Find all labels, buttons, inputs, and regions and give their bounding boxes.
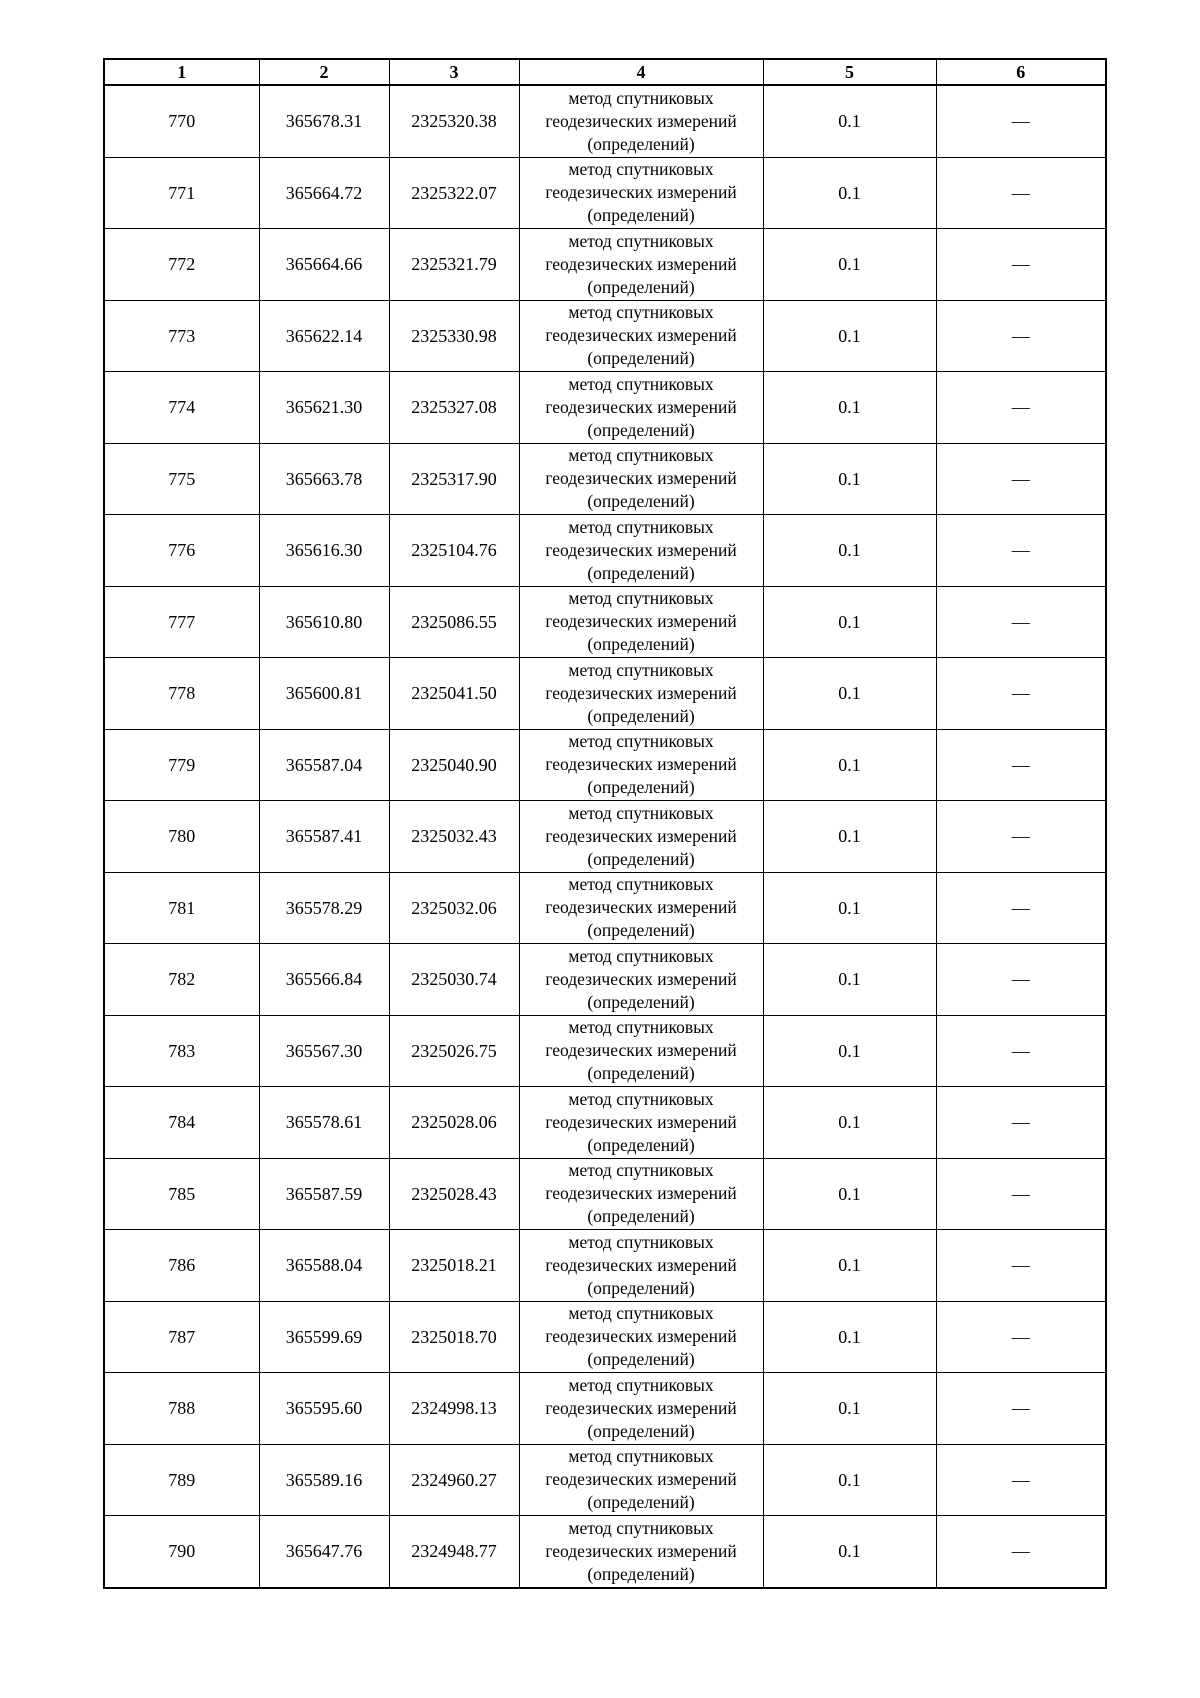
method-line: (определений) — [587, 1277, 695, 1298]
accuracy-cell: 0.1 — [763, 229, 936, 301]
method-line: (определений) — [587, 419, 695, 440]
note-cell: — — [936, 515, 1106, 587]
method-line: (определений) — [587, 1563, 695, 1584]
method-cell — [519, 1158, 763, 1230]
method-line: метод спутниковых — [568, 1231, 714, 1252]
method-cell — [519, 872, 763, 944]
method-line: (определений) — [587, 1492, 695, 1513]
point-number-cell: 778 — [104, 658, 259, 730]
x-coordinate-cell: 365587.41 — [259, 801, 389, 873]
method-line: (определений) — [587, 705, 695, 726]
note-cell: — — [936, 1301, 1106, 1373]
accuracy-cell: 0.1 — [763, 1015, 936, 1087]
accuracy-cell: 0.1 — [763, 1373, 936, 1445]
x-coordinate-cell: 365647.76 — [259, 1516, 389, 1588]
method-line: метод спутниковых — [568, 1303, 714, 1324]
x-coordinate-cell: 365621.30 — [259, 372, 389, 444]
point-number-cell: 771 — [104, 157, 259, 229]
method-cell — [519, 515, 763, 587]
method-cell — [519, 944, 763, 1016]
method-line: геодезических измерений — [545, 825, 737, 846]
x-coordinate-cell: 365678.31 — [259, 85, 389, 157]
method-line: геодезических измерений — [545, 1469, 737, 1490]
point-number-cell: 784 — [104, 1087, 259, 1159]
method-line: метод спутниковых — [568, 588, 714, 609]
method-line: метод спутниковых — [568, 445, 714, 466]
y-coordinate-cell: 2325327.08 — [389, 372, 519, 444]
method-line: метод спутниковых — [568, 1517, 714, 1538]
note-cell: — — [936, 1444, 1106, 1516]
method-line: метод спутниковых — [568, 373, 714, 394]
method-cell — [519, 1087, 763, 1159]
method-cell — [519, 586, 763, 658]
method-line: (определений) — [587, 276, 695, 297]
table-row — [104, 515, 1106, 587]
method-line: метод спутниковых — [568, 731, 714, 752]
method-line: (определений) — [587, 562, 695, 583]
x-coordinate-cell: 365589.16 — [259, 1444, 389, 1516]
method-line: метод спутниковых — [568, 87, 714, 108]
method-line: (определений) — [587, 205, 695, 226]
method-line: геодезических измерений — [545, 110, 737, 131]
accuracy-cell: 0.1 — [763, 1444, 936, 1516]
note-cell: — — [936, 229, 1106, 301]
method-line: (определений) — [587, 1134, 695, 1155]
accuracy-cell: 0.1 — [763, 1516, 936, 1588]
accuracy-cell: 0.1 — [763, 443, 936, 515]
y-coordinate-cell: 2325026.75 — [389, 1015, 519, 1087]
note-cell: — — [936, 1015, 1106, 1087]
point-number-cell: 773 — [104, 300, 259, 372]
method-line: геодезических измерений — [545, 468, 737, 489]
y-coordinate-cell: 2325330.98 — [389, 300, 519, 372]
point-number-cell: 779 — [104, 729, 259, 801]
accuracy-cell: 0.1 — [763, 801, 936, 873]
method-line: (определений) — [587, 634, 695, 655]
point-number-cell: 789 — [104, 1444, 259, 1516]
method-cell — [519, 658, 763, 730]
accuracy-cell: 0.1 — [763, 85, 936, 157]
point-number-cell: 777 — [104, 586, 259, 658]
point-number-cell: 787 — [104, 1301, 259, 1373]
table-body — [104, 85, 1106, 1588]
y-coordinate-cell: 2325028.06 — [389, 1087, 519, 1159]
x-coordinate-cell: 365664.72 — [259, 157, 389, 229]
y-coordinate-cell: 2325032.43 — [389, 801, 519, 873]
point-number-cell: 775 — [104, 443, 259, 515]
method-cell — [519, 801, 763, 873]
y-coordinate-cell: 2325104.76 — [389, 515, 519, 587]
accuracy-cell: 0.1 — [763, 944, 936, 1016]
method-line: геодезических измерений — [545, 1540, 737, 1561]
accuracy-cell: 0.1 — [763, 1158, 936, 1230]
method-line: геодезических измерений — [545, 539, 737, 560]
table-row — [104, 1444, 1106, 1516]
method-cell — [519, 1015, 763, 1087]
x-coordinate-cell: 365663.78 — [259, 443, 389, 515]
note-cell: — — [936, 85, 1106, 157]
table-header — [104, 59, 1106, 85]
table-row — [104, 157, 1106, 229]
method-line: (определений) — [587, 1063, 695, 1084]
point-number-cell: 785 — [104, 1158, 259, 1230]
point-number-cell: 772 — [104, 229, 259, 301]
point-number-cell: 776 — [104, 515, 259, 587]
method-cell — [519, 443, 763, 515]
point-number-cell: 781 — [104, 872, 259, 944]
x-coordinate-cell: 365587.59 — [259, 1158, 389, 1230]
method-line: (определений) — [587, 1206, 695, 1227]
accuracy-cell: 0.1 — [763, 658, 936, 730]
method-line: метод спутниковых — [568, 230, 714, 251]
method-cell — [519, 1444, 763, 1516]
point-number-cell: 770 — [104, 85, 259, 157]
accuracy-cell: 0.1 — [763, 1230, 936, 1302]
y-coordinate-cell: 2325041.50 — [389, 658, 519, 730]
method-line: (определений) — [587, 133, 695, 154]
method-line: (определений) — [587, 991, 695, 1012]
method-line: метод спутниковых — [568, 516, 714, 537]
method-line: геодезических измерений — [545, 754, 737, 775]
column-header-6: 6 — [936, 59, 1106, 85]
y-coordinate-cell: 2325030.74 — [389, 944, 519, 1016]
x-coordinate-cell: 365566.84 — [259, 944, 389, 1016]
method-line: (определений) — [587, 1349, 695, 1370]
x-coordinate-cell: 365600.81 — [259, 658, 389, 730]
note-cell: — — [936, 372, 1106, 444]
note-cell: — — [936, 1230, 1106, 1302]
note-cell: — — [936, 586, 1106, 658]
y-coordinate-cell: 2325317.90 — [389, 443, 519, 515]
method-line: метод спутниковых — [568, 802, 714, 823]
note-cell: — — [936, 1158, 1106, 1230]
note-cell: — — [936, 944, 1106, 1016]
table-row — [104, 1373, 1106, 1445]
method-line: (определений) — [587, 491, 695, 512]
x-coordinate-cell: 365595.60 — [259, 1373, 389, 1445]
y-coordinate-cell: 2325018.21 — [389, 1230, 519, 1302]
accuracy-cell: 0.1 — [763, 157, 936, 229]
y-coordinate-cell: 2324998.13 — [389, 1373, 519, 1445]
method-line: геодезических измерений — [545, 1254, 737, 1275]
y-coordinate-cell: 2324960.27 — [389, 1444, 519, 1516]
method-line: геодезических измерений — [545, 1111, 737, 1132]
method-line: (определений) — [587, 777, 695, 798]
x-coordinate-cell: 365578.61 — [259, 1087, 389, 1159]
method-line: метод спутниковых — [568, 874, 714, 895]
method-cell — [519, 1301, 763, 1373]
method-cell — [519, 229, 763, 301]
table-row — [104, 586, 1106, 658]
x-coordinate-cell: 365616.30 — [259, 515, 389, 587]
column-header-4: 4 — [519, 59, 763, 85]
table-row — [104, 801, 1106, 873]
method-line: геодезических измерений — [545, 182, 737, 203]
column-header-5: 5 — [763, 59, 936, 85]
method-line: геодезических измерений — [545, 1397, 737, 1418]
method-cell — [519, 372, 763, 444]
accuracy-cell: 0.1 — [763, 1087, 936, 1159]
table-row — [104, 1516, 1106, 1588]
table-row — [104, 1230, 1106, 1302]
table-row — [104, 372, 1106, 444]
x-coordinate-cell: 365567.30 — [259, 1015, 389, 1087]
point-number-cell: 774 — [104, 372, 259, 444]
accuracy-cell: 0.1 — [763, 515, 936, 587]
note-cell: — — [936, 443, 1106, 515]
y-coordinate-cell: 2325321.79 — [389, 229, 519, 301]
method-line: геодезических измерений — [545, 897, 737, 918]
point-number-cell: 790 — [104, 1516, 259, 1588]
y-coordinate-cell: 2324948.77 — [389, 1516, 519, 1588]
x-coordinate-cell: 365599.69 — [259, 1301, 389, 1373]
note-cell: — — [936, 1516, 1106, 1588]
method-line: геодезических измерений — [545, 1183, 737, 1204]
table-row — [104, 1158, 1106, 1230]
y-coordinate-cell: 2325018.70 — [389, 1301, 519, 1373]
accuracy-cell: 0.1 — [763, 586, 936, 658]
y-coordinate-cell: 2325322.07 — [389, 157, 519, 229]
accuracy-cell: 0.1 — [763, 300, 936, 372]
table-row — [104, 872, 1106, 944]
method-line: геодезических измерений — [545, 396, 737, 417]
table-row — [104, 229, 1106, 301]
method-line: геодезических измерений — [545, 611, 737, 632]
note-cell: — — [936, 300, 1106, 372]
method-cell — [519, 300, 763, 372]
method-line: геодезических измерений — [545, 1326, 737, 1347]
note-cell: — — [936, 1087, 1106, 1159]
note-cell: — — [936, 1373, 1106, 1445]
method-line: метод спутниковых — [568, 659, 714, 680]
table-row — [104, 1087, 1106, 1159]
point-number-cell: 788 — [104, 1373, 259, 1445]
method-line: (определений) — [587, 348, 695, 369]
accuracy-cell: 0.1 — [763, 872, 936, 944]
accuracy-cell: 0.1 — [763, 729, 936, 801]
coordinates-table — [103, 58, 1107, 1589]
note-cell: — — [936, 801, 1106, 873]
method-line: (определений) — [587, 1420, 695, 1441]
x-coordinate-cell: 365622.14 — [259, 300, 389, 372]
y-coordinate-cell: 2325320.38 — [389, 85, 519, 157]
method-line: метод спутниковых — [568, 1017, 714, 1038]
method-cell — [519, 1230, 763, 1302]
method-line: геодезических измерений — [545, 325, 737, 346]
method-line: метод спутниковых — [568, 159, 714, 180]
note-cell: — — [936, 157, 1106, 229]
method-line: геодезических измерений — [545, 253, 737, 274]
method-cell — [519, 729, 763, 801]
method-line: геодезических измерений — [545, 968, 737, 989]
column-header-1: 1 — [104, 59, 259, 85]
point-number-cell: 786 — [104, 1230, 259, 1302]
method-cell — [519, 85, 763, 157]
column-header-3: 3 — [389, 59, 519, 85]
point-number-cell: 780 — [104, 801, 259, 873]
table-row — [104, 1301, 1106, 1373]
note-cell: — — [936, 872, 1106, 944]
x-coordinate-cell: 365588.04 — [259, 1230, 389, 1302]
method-line: метод спутниковых — [568, 1088, 714, 1109]
table-row — [104, 729, 1106, 801]
method-line: геодезических измерений — [545, 1040, 737, 1061]
x-coordinate-cell: 365664.66 — [259, 229, 389, 301]
method-cell — [519, 1516, 763, 1588]
header-row — [104, 59, 1106, 85]
method-line: метод спутниковых — [568, 302, 714, 323]
method-line: (определений) — [587, 848, 695, 869]
accuracy-cell: 0.1 — [763, 372, 936, 444]
y-coordinate-cell: 2325032.06 — [389, 872, 519, 944]
table-row — [104, 443, 1106, 515]
point-number-cell: 782 — [104, 944, 259, 1016]
x-coordinate-cell: 365578.29 — [259, 872, 389, 944]
method-line: метод спутниковых — [568, 1374, 714, 1395]
method-cell — [519, 157, 763, 229]
table-row — [104, 85, 1106, 157]
method-cell — [519, 1373, 763, 1445]
note-cell: — — [936, 658, 1106, 730]
note-cell: — — [936, 729, 1106, 801]
table-row — [104, 944, 1106, 1016]
accuracy-cell: 0.1 — [763, 1301, 936, 1373]
method-line: (определений) — [587, 920, 695, 941]
y-coordinate-cell: 2325040.90 — [389, 729, 519, 801]
y-coordinate-cell: 2325086.55 — [389, 586, 519, 658]
method-line: метод спутниковых — [568, 1446, 714, 1467]
column-header-2: 2 — [259, 59, 389, 85]
table-row — [104, 1015, 1106, 1087]
table-row — [104, 658, 1106, 730]
method-line: метод спутниковых — [568, 945, 714, 966]
x-coordinate-cell: 365587.04 — [259, 729, 389, 801]
method-line: метод спутниковых — [568, 1160, 714, 1181]
method-line: геодезических измерений — [545, 682, 737, 703]
y-coordinate-cell: 2325028.43 — [389, 1158, 519, 1230]
x-coordinate-cell: 365610.80 — [259, 586, 389, 658]
point-number-cell: 783 — [104, 1015, 259, 1087]
table-row — [104, 300, 1106, 372]
